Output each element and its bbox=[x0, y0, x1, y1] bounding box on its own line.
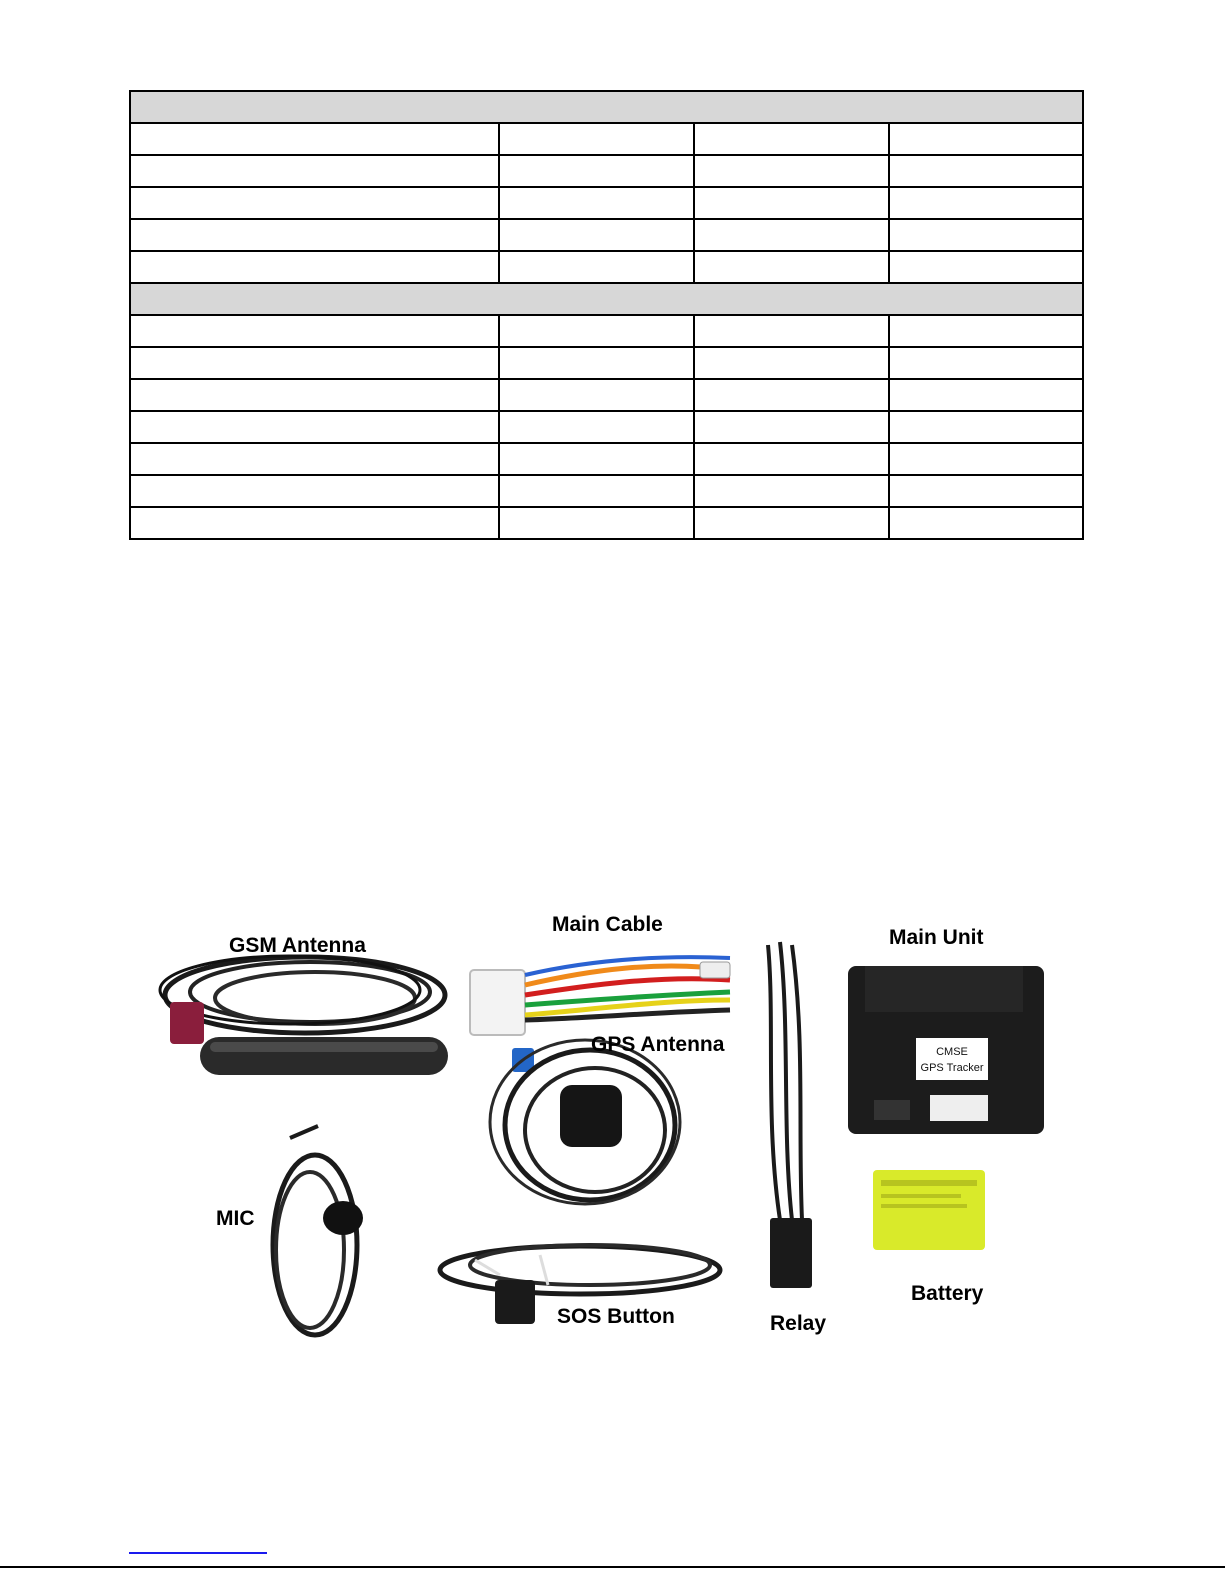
table-row bbox=[130, 507, 1083, 539]
device-brand-text: CMSE bbox=[936, 1046, 968, 1058]
table-row bbox=[130, 347, 1083, 379]
table-row bbox=[130, 123, 1083, 155]
table-row bbox=[130, 155, 1083, 187]
main-cable-image bbox=[470, 957, 730, 1035]
mic-image bbox=[273, 1126, 363, 1335]
table-row bbox=[130, 443, 1083, 475]
table-row bbox=[130, 251, 1083, 283]
label-sos-button: SOS Button bbox=[557, 1305, 675, 1328]
label-battery: Battery bbox=[911, 1282, 984, 1305]
label-relay: Relay bbox=[770, 1312, 827, 1335]
section-header bbox=[130, 283, 1083, 315]
relay-image bbox=[768, 942, 812, 1288]
label-main-cable: Main Cable bbox=[552, 913, 663, 936]
table-row bbox=[130, 411, 1083, 443]
device-model-text: GPS Tracker bbox=[920, 1062, 984, 1074]
label-main-unit: Main Unit bbox=[889, 926, 984, 949]
label-mic: MIC bbox=[216, 1207, 255, 1230]
table-row bbox=[130, 187, 1083, 219]
table-row bbox=[130, 315, 1083, 347]
label-gps-antenna: GPS Antenna bbox=[591, 1033, 725, 1056]
section-header-row bbox=[130, 283, 1083, 315]
section-header-row bbox=[130, 91, 1083, 123]
table-row bbox=[130, 219, 1083, 251]
table-row bbox=[130, 379, 1083, 411]
label-gsm-antenna: GSM Antenna bbox=[229, 934, 366, 957]
footer-link-underline[interactable] bbox=[129, 1552, 267, 1554]
footer-rule bbox=[0, 1566, 1225, 1568]
kit-contents-photo bbox=[140, 900, 1080, 1350]
battery-image bbox=[873, 1170, 985, 1250]
section-header bbox=[130, 91, 1083, 123]
table-row bbox=[130, 475, 1083, 507]
spec-table bbox=[129, 90, 1084, 540]
gps-antenna-image bbox=[490, 1040, 680, 1204]
gsm-antenna-image bbox=[160, 956, 448, 1075]
